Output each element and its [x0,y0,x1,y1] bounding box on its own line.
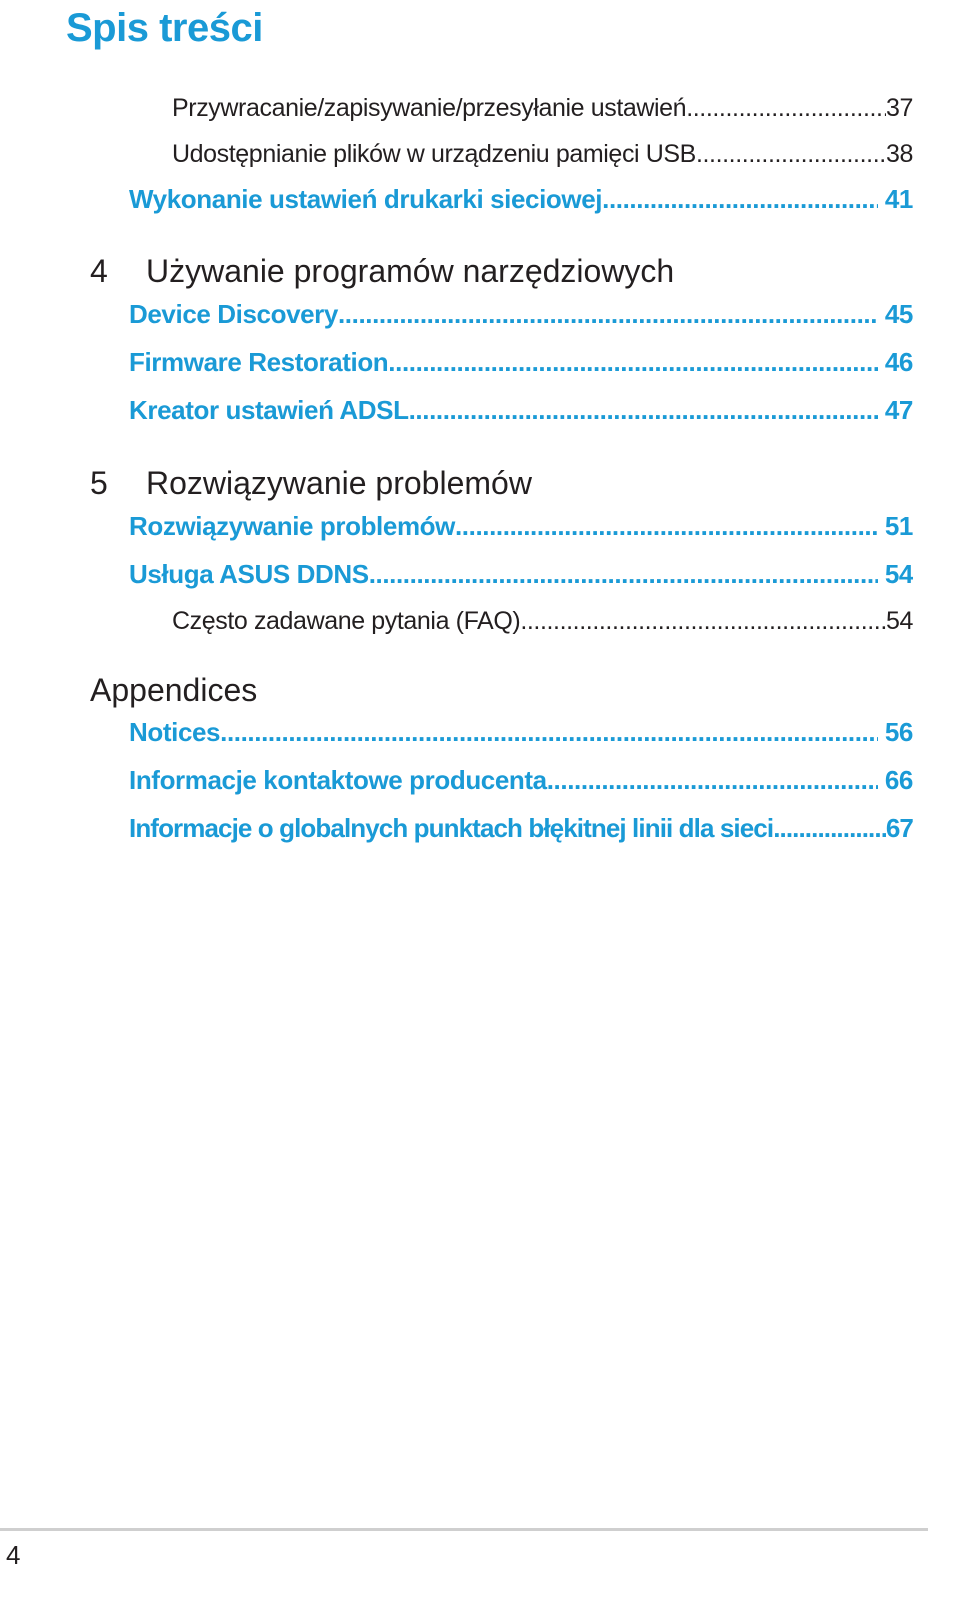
toc-entry[interactable] [129,184,913,215]
toc-entry-page: 46 [884,347,913,377]
toc-leader-dots [547,765,878,796]
chapter-title: Rozwiązywanie problemów [146,465,532,501]
page-number: 4 [6,1540,21,1570]
toc-entry[interactable] [129,765,913,796]
toc-entry-page: 54 [885,607,913,635]
toc-leader-dots [455,511,878,542]
toc-entry-title: Rozwiązywanie problemów [129,511,455,541]
toc-entry-page: 66 [884,765,913,795]
toc-entry-title: Informacje kontaktowe producenta [129,765,547,795]
toc-leader-dots [520,607,886,636]
toc-entry[interactable] [129,299,913,330]
toc-leader-dots [338,299,878,330]
toc-leader-dots [602,184,878,215]
appendices-heading: Appendices [90,672,258,708]
toc-leader-dots [220,717,878,748]
chapter-heading [90,465,532,502]
toc-entry-page: 41 [884,184,913,214]
chapter-number: 4 [90,253,108,289]
toc-entry-page: 67 [885,813,913,843]
toc-entry[interactable] [129,813,913,844]
toc-entry[interactable] [129,347,913,378]
toc-entry-title: Usługa ASUS DDNS [129,559,369,589]
toc-entry-title: Device Discovery [129,299,338,329]
toc-entry[interactable] [172,607,913,636]
toc-entry[interactable] [172,140,913,169]
toc-entry[interactable] [129,395,913,426]
toc-entry[interactable] [129,511,913,542]
toc-entry-page: 45 [884,299,913,329]
toc-entry-title: Notices [129,717,221,747]
toc-entry-page: 51 [884,511,913,541]
toc-entry-title: Kreator ustawień ADSL [129,395,409,425]
toc-leader-dots [369,559,878,590]
chapter-number: 5 [90,465,108,501]
toc-leader-dots [686,94,886,123]
toc-entry-title: Informacje o globalnych punktach błękitnej linii dla sieci [129,813,774,843]
toc-entry[interactable] [129,717,913,748]
toc-entry[interactable] [172,94,913,123]
toc-leader-dots [773,813,886,844]
toc-entry-title: Często zadawane pytania (FAQ) [172,607,521,635]
toc-entry-title: Udostępnianie plików w urządzeniu pamięci USB [172,140,696,168]
toc-entry-page: 54 [884,559,913,589]
toc-entry-title: Przywracanie/zapisywanie/przesyłanie ustawień [172,94,687,122]
page-title: Spis treści [66,6,263,50]
toc-leader-dots [388,347,878,378]
footer-rule [0,1528,928,1531]
toc-entry[interactable] [129,559,913,590]
toc-leader-dots [409,395,878,426]
toc-leader-dots [696,140,886,169]
toc-entry-page: 47 [884,395,913,425]
toc-entry-title: Wykonanie ustawień drukarki sieciowej [129,184,603,214]
toc-entry-page: 56 [884,717,913,747]
toc-entry-page: 38 [885,140,913,168]
chapter-title: Używanie programów narzędziowych [146,253,675,289]
toc-entry-title: Firmware Restoration [129,347,389,377]
toc-entry-page: 37 [885,94,913,122]
chapter-heading [90,253,674,290]
